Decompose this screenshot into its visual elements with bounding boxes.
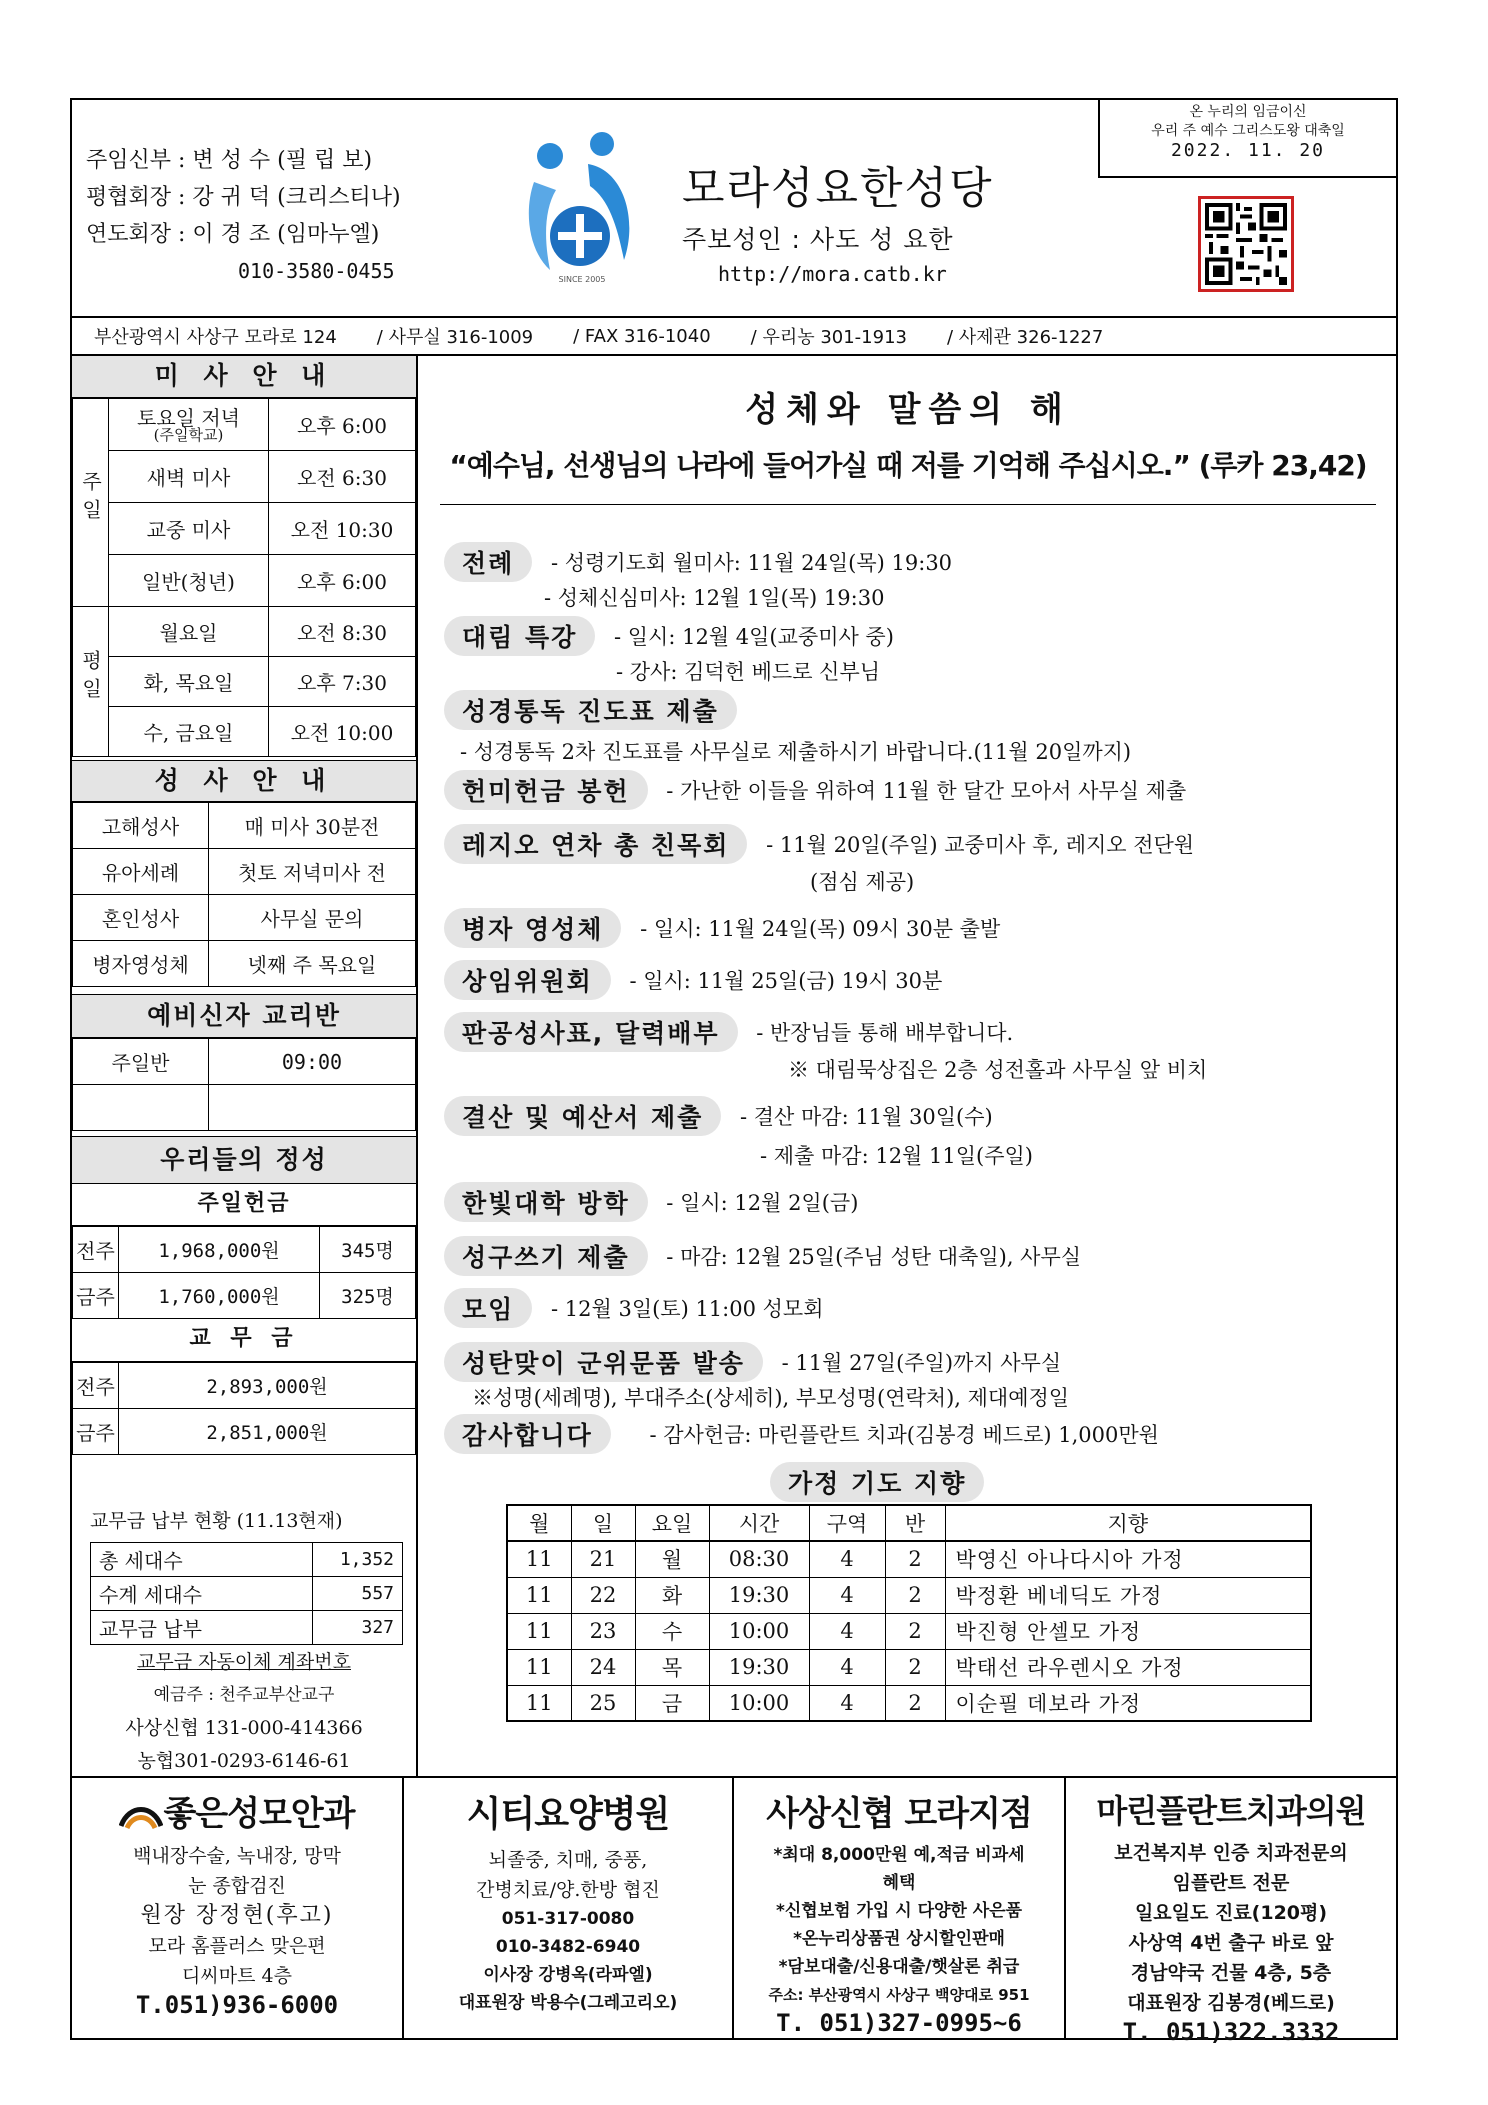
church-logo-icon <box>514 130 650 290</box>
ad-phone: T.051)936-6000 <box>135 1991 339 2019</box>
sacrament-time: 매 미사 30분전 <box>209 803 416 849</box>
sacrament-name: 병자영성체 <box>73 941 209 987</box>
notice-text: - 일시: 12월 2일(금) <box>666 1191 859 1215</box>
ad-line: 원장 장정현(후고) <box>140 1903 334 1928</box>
ad-title: 좋은성모안과 <box>72 1786 402 1835</box>
ad-line: 백내장수술, 녹내장, 망막 <box>133 1845 341 1867</box>
notice-text: - 12월 3일(토) 11:00 성모회 <box>551 1297 824 1321</box>
notice-label: 레지오 연차 총 친목회 <box>444 824 747 864</box>
dues-title: 교 무 금 <box>72 1318 416 1362</box>
notice-text: - 일시: 12월 4일(교중미사 중) <box>614 625 894 649</box>
col-day: 일 <box>571 1505 635 1541</box>
household-value: 557 <box>313 1577 403 1611</box>
sacraments-title: 성 사 안 내 <box>72 760 416 802</box>
notice-item <box>444 908 1000 948</box>
notice-item <box>444 1182 858 1222</box>
mass-name: 화, 목요일 <box>109 657 269 707</box>
cell: 2 <box>885 1685 945 1721</box>
notice-label: 헌미헌금 봉헌 <box>444 770 648 810</box>
notice-label: 결산 및 예산서 제출 <box>444 1096 721 1136</box>
cell: 박진형 안셀모 가정 <box>945 1613 1311 1649</box>
catechumen-table <box>72 1038 416 1131</box>
notice-text: - 결산 마감: 11월 30일(수) <box>740 1105 993 1129</box>
notice-text: - 강사: 김덕헌 베드로 신부님 <box>616 660 881 684</box>
family-prayer-table <box>506 1504 1312 1722</box>
notice-text: - 일시: 11월 24일(목) 09시 30분 출발 <box>640 917 1001 941</box>
dues-amount: 2,893,000원 <box>119 1363 416 1409</box>
cell: 4 <box>809 1541 885 1577</box>
ad-line: 이사장 강병옥(라파엘) <box>483 1965 653 1985</box>
cell: 21 <box>571 1541 635 1577</box>
notice-label: 성구쓰기 제출 <box>444 1236 648 1276</box>
table-row <box>507 1541 1311 1577</box>
sacraments-table <box>72 802 416 987</box>
dues-table <box>72 1362 416 1455</box>
ad-line: 010-3482-6940 <box>495 1937 641 1957</box>
sacrament-name: 고해성사 <box>73 803 209 849</box>
household-value: 327 <box>313 1611 403 1645</box>
sacrament-name: 혼인성사 <box>73 895 209 941</box>
table-row <box>507 1613 1311 1649</box>
notice-text: - 11월 20일(주일) 교중미사 후, 레지오 전단원 <box>766 833 1195 857</box>
ad-line: *온누리상품권 상시할인판매 <box>793 1929 1005 1949</box>
ad-line: 일요일도 진료(120평) <box>1134 1902 1328 1924</box>
cell: 박태선 라우렌시오 가정 <box>945 1649 1311 1685</box>
ad-line: 모라 홈플러스 맞은편 <box>148 1935 326 1957</box>
mass-name: 수, 금요일 <box>109 707 269 757</box>
cell: 11 <box>507 1541 571 1577</box>
notice-item <box>444 1236 1081 1276</box>
fax-number: / FAX 316-1040 <box>573 325 711 347</box>
notice-label: 모임 <box>444 1288 532 1328</box>
mass-name: 토요일 저녁 (주일학교) <box>109 399 269 451</box>
cell: 2 <box>885 1577 945 1613</box>
ad-line: 혜택 <box>882 1873 916 1893</box>
cell: 25 <box>571 1685 635 1721</box>
table-header <box>507 1505 1311 1541</box>
year-title: 성체와 말씀의 해 <box>745 390 1071 430</box>
notice-text: - 반장님들 통해 배부합니다. <box>756 1021 1014 1045</box>
household-label: 교무금 납부 <box>91 1611 313 1645</box>
cell: 10:00 <box>709 1613 809 1649</box>
notice-label: 대림 특강 <box>444 616 595 656</box>
ad-credit-union <box>734 1778 1066 2040</box>
mass-time: 오후 6:00 <box>269 399 416 451</box>
notice-text: ※ 대림묵상집은 2층 성전홀과 사무실 앞 비치 <box>788 1058 1208 1082</box>
mass-table <box>72 398 416 757</box>
svg-text:SINCE 2005: SINCE 2005 <box>558 275 606 284</box>
staff-row: 주임신부 : 변 성 수 (필 립 보) <box>86 148 373 173</box>
website-link[interactable]: http://mora.catb.kr <box>718 262 947 286</box>
ad-eye-clinic <box>72 1778 404 2040</box>
ad-line: *신협보험 가입 시 다양한 사은품 <box>775 1901 1023 1921</box>
auto-transfer-title: 교무금 자동이체 계좌번호 <box>137 1651 351 1673</box>
notice-item <box>444 960 942 1000</box>
col-group: 반 <box>885 1505 945 1541</box>
cell: 이순필 데보라 가정 <box>945 1685 1311 1721</box>
table-row <box>507 1649 1311 1685</box>
notice-text: - 가난한 이들을 위하여 11월 한 달간 모아서 사무실 제출 <box>666 779 1187 803</box>
sacrament-time: 넷째 주 목요일 <box>209 941 416 987</box>
notice-item <box>444 1012 1013 1052</box>
ad-phone: T. 051)327-0995~6 <box>776 2009 1022 2037</box>
bulletin-date: 2022. 11. 20 <box>1170 140 1326 161</box>
notice-label: 성경통독 진도표 제출 <box>444 690 737 730</box>
offering-count: 345명 <box>320 1227 416 1273</box>
mass-time: 오전 8:30 <box>269 607 416 657</box>
class-time: 09:00 <box>209 1039 416 1085</box>
notice-text: (점심 제공) <box>810 870 915 894</box>
mass-name: 월요일 <box>109 607 269 657</box>
feast-line: 우리 주 예수 그리스도왕 대축일 <box>1151 123 1345 139</box>
notice-label: 한빛대학 방학 <box>444 1182 648 1222</box>
table-row <box>507 1685 1311 1721</box>
bulletin-page <box>70 98 1398 2046</box>
notice-text: - 감사헌금: 마린플란트 치과(김봉경 베드로) 1,000만원 <box>649 1423 1159 1447</box>
farm-phone: / 우리농 301-1913 <box>750 327 907 348</box>
cell: 월 <box>635 1541 709 1577</box>
header <box>72 100 1396 318</box>
notice-text: - 성령기도회 월미사: 11월 24일(목) 19:30 <box>551 551 953 575</box>
mass-title: 미 사 안 내 <box>72 356 416 398</box>
notice-text: ※성명(세례명), 부대주소(상세히), 부모성명(연락처), 제대예정일 <box>472 1386 1070 1410</box>
cell: 11 <box>507 1649 571 1685</box>
dues-status-title: 교무금 납부 현황 (11.13현재) <box>90 1510 343 1532</box>
mass-name: 일반(청년) <box>109 555 269 607</box>
notice-label: 판공성사표, 달력배부 <box>444 1012 738 1052</box>
contact-bar <box>72 318 1396 356</box>
ad-line: 간병치료/양.한방 협진 <box>476 1879 660 1901</box>
offering-amount: 1,760,000원 <box>119 1273 320 1319</box>
cell: 수 <box>635 1613 709 1649</box>
ad-line: 경남약국 건물 4층, 5층 <box>1130 1962 1332 1984</box>
contact-phone: 010-3580-0455 <box>238 259 395 283</box>
class-time <box>209 1085 416 1131</box>
auto-transfer-info <box>72 1646 416 1778</box>
cell: 2 <box>885 1649 945 1685</box>
patron-saint: 주보성인 : 사도 성 요한 <box>682 225 954 254</box>
week-label: 금주 <box>73 1409 119 1455</box>
notice-item <box>444 690 749 730</box>
cell: 금 <box>635 1685 709 1721</box>
cell: 19:30 <box>709 1577 809 1613</box>
cell: 2 <box>885 1541 945 1577</box>
ad-line: 사상역 4번 출구 바로 앞 <box>1128 1932 1334 1954</box>
cell: 23 <box>571 1613 635 1649</box>
notice-label: 병자 영성체 <box>444 908 621 948</box>
notice-label: 전례 <box>444 542 532 582</box>
weekday-label: 평일 <box>73 607 109 757</box>
col-intention: 지향 <box>945 1505 1311 1541</box>
table-row <box>507 1577 1311 1613</box>
notice-item <box>444 1288 824 1328</box>
ad-dental <box>1066 1778 1396 2046</box>
cell: 4 <box>809 1577 885 1613</box>
ad-line: 보건복지부 인증 치과전문의 <box>1114 1842 1348 1864</box>
cell: 4 <box>809 1613 885 1649</box>
eye-clinic-logo-icon <box>119 1800 163 1832</box>
office-phone: / 사무실 316-1009 <box>376 327 534 348</box>
staff-list <box>86 142 401 290</box>
cell: 19:30 <box>709 1649 809 1685</box>
sunday-offering-title: 주일헌금 <box>72 1184 416 1226</box>
mass-time: 오전 10:00 <box>269 707 416 757</box>
cell: 4 <box>809 1649 885 1685</box>
cell: 목 <box>635 1649 709 1685</box>
cell: 박정환 베네딕도 가정 <box>945 1577 1311 1613</box>
cell: 화 <box>635 1577 709 1613</box>
cell: 08:30 <box>709 1541 809 1577</box>
notice-text: - 11월 27일(주일)까지 사무실 <box>781 1351 1062 1375</box>
household-label: 수계 세대수 <box>91 1577 313 1611</box>
notice-item <box>444 770 1186 810</box>
ad-line: 주소: 부산광역시 사상구 백양대로 951 <box>768 1986 1030 2004</box>
notice-text: - 일시: 11월 25일(금) 19시 30분 <box>629 969 943 993</box>
class-name <box>73 1085 209 1131</box>
depositor: 예금주 : 천주교부산교구 <box>153 1685 335 1705</box>
ad-line: *최대 8,000만원 예,적금 비과세 <box>773 1845 1025 1865</box>
mass-time: 오후 7:30 <box>269 657 416 707</box>
household-table <box>90 1542 403 1645</box>
ad-line: 눈 종합검진 <box>188 1875 286 1897</box>
cell: 11 <box>507 1613 571 1649</box>
ad-phone: T. 051)322.3332 <box>1122 2018 1340 2046</box>
ad-line: 051-317-0080 <box>501 1909 635 1929</box>
sunday-label: 주일 <box>73 399 109 607</box>
mass-name: 새벽 미사 <box>109 451 269 503</box>
ad-line: 임플란트 전문 <box>1172 1872 1290 1894</box>
notice-text: - 제출 마감: 12월 11일(주일) <box>760 1144 1033 1168</box>
week-label: 금주 <box>73 1273 119 1319</box>
col-month: 월 <box>507 1505 571 1541</box>
sacrament-name: 유아세례 <box>73 849 209 895</box>
ad-title: 마린플란트치과의원 <box>1096 1792 1366 1830</box>
notice-label: 감사합니다 <box>444 1414 611 1454</box>
class-name: 주일반 <box>73 1039 209 1085</box>
account-number: 사상신협 131-000-414366 <box>125 1717 363 1739</box>
cell: 24 <box>571 1649 635 1685</box>
notice-item <box>444 824 1194 864</box>
offering-count: 325명 <box>320 1273 416 1319</box>
household-label: 총 세대수 <box>91 1543 313 1577</box>
notice-text: - 마감: 12월 25일(주님 성탄 대축일), 사무실 <box>666 1245 1082 1269</box>
notice-item <box>444 1414 1159 1454</box>
mass-time: 오전 6:30 <box>269 451 416 503</box>
notice-label: 성탄맞이 군위문품 발송 <box>444 1342 763 1382</box>
mass-time: 오전 10:30 <box>269 503 416 555</box>
ad-hospital <box>404 1778 734 2040</box>
col-weekday: 요일 <box>635 1505 709 1541</box>
family-prayer-title: 가정 기도 지향 <box>770 1462 984 1502</box>
cell: 2 <box>885 1613 945 1649</box>
notice-label: 상임위원회 <box>444 960 611 1000</box>
cell: 10:00 <box>709 1685 809 1721</box>
sacrament-time: 첫토 저녁미사 전 <box>209 849 416 895</box>
dues-amount: 2,851,000원 <box>119 1409 416 1455</box>
ad-line: 대표원장 박용수(그레고리오) <box>458 1993 678 2013</box>
notice-item <box>444 616 894 656</box>
cell: 22 <box>571 1577 635 1613</box>
ad-line: *담보대출/신용대출/햇살론 취급 <box>778 1957 1020 1977</box>
church-name: 모라성요한성당 <box>682 163 994 214</box>
scripture-quote: “예수님, 선생님의 나라에 들어가실 때 저를 기억해 주십시오.” (루카 23,42) <box>449 449 1367 482</box>
ad-title: 사상신협 모라지점 <box>766 1794 1032 1834</box>
main-column <box>420 356 1396 1776</box>
account-number: 농협301-0293-6146-61 <box>137 1750 351 1772</box>
notice-item <box>444 542 952 582</box>
mass-name: 교중 미사 <box>109 503 269 555</box>
mass-time: 오후 6:00 <box>269 555 416 607</box>
offering-title: 우리들의 정성 <box>72 1136 416 1184</box>
staff-row: 평협회장 : 강 귀 덕 (크리스티나) <box>86 185 401 210</box>
rectory-phone: / 사제관 326-1227 <box>947 327 1104 348</box>
address: 부산광역시 사상구 모라로 124 <box>94 327 337 348</box>
notice-item <box>444 1342 1061 1382</box>
notice-text: - 성체신심미사: 12월 1일(목) 19:30 <box>544 586 885 610</box>
sacrament-time: 사무실 문의 <box>209 895 416 941</box>
week-label: 전주 <box>73 1363 119 1409</box>
divider <box>440 504 1376 505</box>
left-column <box>72 356 418 1776</box>
offering-amount: 1,968,000원 <box>119 1227 320 1273</box>
ads-section <box>72 1776 1396 2046</box>
week-label: 전주 <box>73 1227 119 1273</box>
cell: 11 <box>507 1685 571 1721</box>
feast-box <box>1098 100 1396 178</box>
ad-line: 대표원장 김봉경(베드로) <box>1127 1992 1335 2014</box>
ad-line: 디씨마트 4층 <box>182 1965 292 1987</box>
catechumen-title: 예비신자 교리반 <box>72 994 416 1038</box>
qr-code-icon[interactable] <box>1198 196 1294 292</box>
cell: 11 <box>507 1577 571 1613</box>
cell: 4 <box>809 1685 885 1721</box>
feast-line: 온 누리의 임금이신 <box>1189 104 1307 120</box>
household-value: 1,352 <box>313 1543 403 1577</box>
notice-item <box>444 1096 993 1136</box>
sunday-offering-table <box>72 1226 416 1319</box>
staff-row: 연도회장 : 이 경 조 (임마누엘) <box>86 222 380 247</box>
cell: 박영신 아나다시아 가정 <box>945 1541 1311 1577</box>
notice-text: - 성경통독 2차 진도표를 사무실로 제출하시기 바랍니다.(11월 20일까지) <box>460 740 1132 764</box>
ad-line: 뇌졸중, 치매, 중풍, <box>488 1849 648 1871</box>
col-time: 시간 <box>709 1505 809 1541</box>
col-district: 구역 <box>809 1505 885 1541</box>
ad-title: 시티요양병원 <box>466 1794 670 1835</box>
